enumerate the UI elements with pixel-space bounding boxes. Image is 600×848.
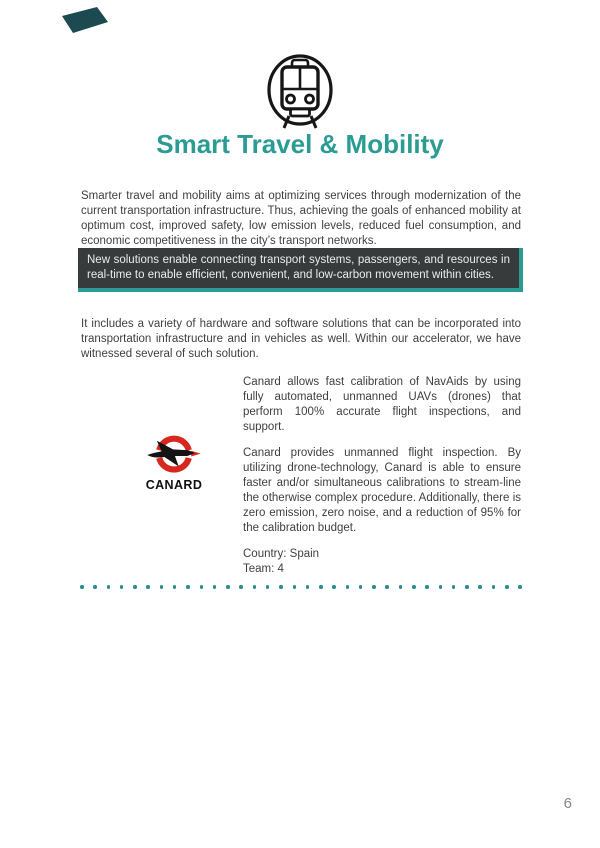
- dot: [319, 585, 323, 589]
- dot: [346, 585, 350, 589]
- dot: [107, 585, 111, 589]
- dot: [478, 585, 482, 589]
- canard-bird-icon: [145, 435, 203, 477]
- canard-logo-text: CANARD: [145, 478, 203, 492]
- dot: [226, 585, 230, 589]
- dot: [505, 585, 509, 589]
- dot: [465, 585, 469, 589]
- dot: [452, 585, 456, 589]
- dot: [186, 585, 190, 589]
- page-number: 6: [563, 795, 572, 812]
- dot: [439, 585, 443, 589]
- dot: [492, 585, 496, 589]
- dot: [372, 585, 376, 589]
- dot: [80, 585, 84, 589]
- dot: [120, 585, 124, 589]
- dot: [133, 585, 137, 589]
- page-title: Smart Travel & Mobility: [156, 129, 444, 159]
- dot: [173, 585, 177, 589]
- intro-paragraph: Smarter travel and mobility aims at optimizing services through modernization of the current transportation infrastructure. Thus, achieving the goals of enhanced mobility at optimum cost, improved safety, low emission levels, reduced fuel consumption, and economic competitiveness in the city’s transport networks.: [81, 189, 521, 247]
- dot: [293, 585, 297, 589]
- dot: [213, 585, 217, 589]
- startup-section: [243, 375, 521, 577]
- dot: [93, 585, 97, 589]
- startup-paragraph-1: Canard allows fast calibration of NavAids by using fully automated, unmanned UAVs (drones) that perform 100% accurate flight inspections, and support.: [243, 376, 521, 433]
- dot: [160, 585, 164, 589]
- train-icon: [260, 50, 340, 134]
- dot: [306, 585, 310, 589]
- intro-paragraph-2: It includes a variety of hardware and software solutions that can be incorporated into transportation infrastructure and in vehicles as well. Within our accelerator, we have witnessed several of such solution.: [81, 317, 521, 360]
- dot: [239, 585, 243, 589]
- dot: [253, 585, 257, 589]
- team-line: Team: 4: [243, 563, 284, 575]
- canard-logo: [138, 435, 210, 492]
- dot: [412, 585, 416, 589]
- dot: [385, 585, 389, 589]
- dot: [200, 585, 204, 589]
- dot: [425, 585, 429, 589]
- highlight-callout: [78, 248, 523, 292]
- dot: [146, 585, 150, 589]
- dot: [518, 585, 522, 589]
- corner-banner-icon: [62, 7, 108, 33]
- country-line: Country: Spain: [243, 548, 320, 560]
- dot: [266, 585, 270, 589]
- startup-paragraph-2: Canard provides unmanned flight inspection. By utilizing drone-technology, Canard is able to ensure faster and/or simultaneous calibrations to stream-line the otherwise complex procedure. Additionally, there is zero emission, zero noise, and a reduction of 95% for the calibration budget.: [243, 447, 521, 534]
- dotted-divider: [80, 584, 522, 590]
- dot: [279, 585, 283, 589]
- dot: [332, 585, 336, 589]
- highlight-text: New solutions enable connecting transport systems, passengers, and resources in real-time to enable efficient, convenient, and low-carbon movement within cities.: [87, 254, 510, 281]
- dot: [359, 585, 363, 589]
- dot: [399, 585, 403, 589]
